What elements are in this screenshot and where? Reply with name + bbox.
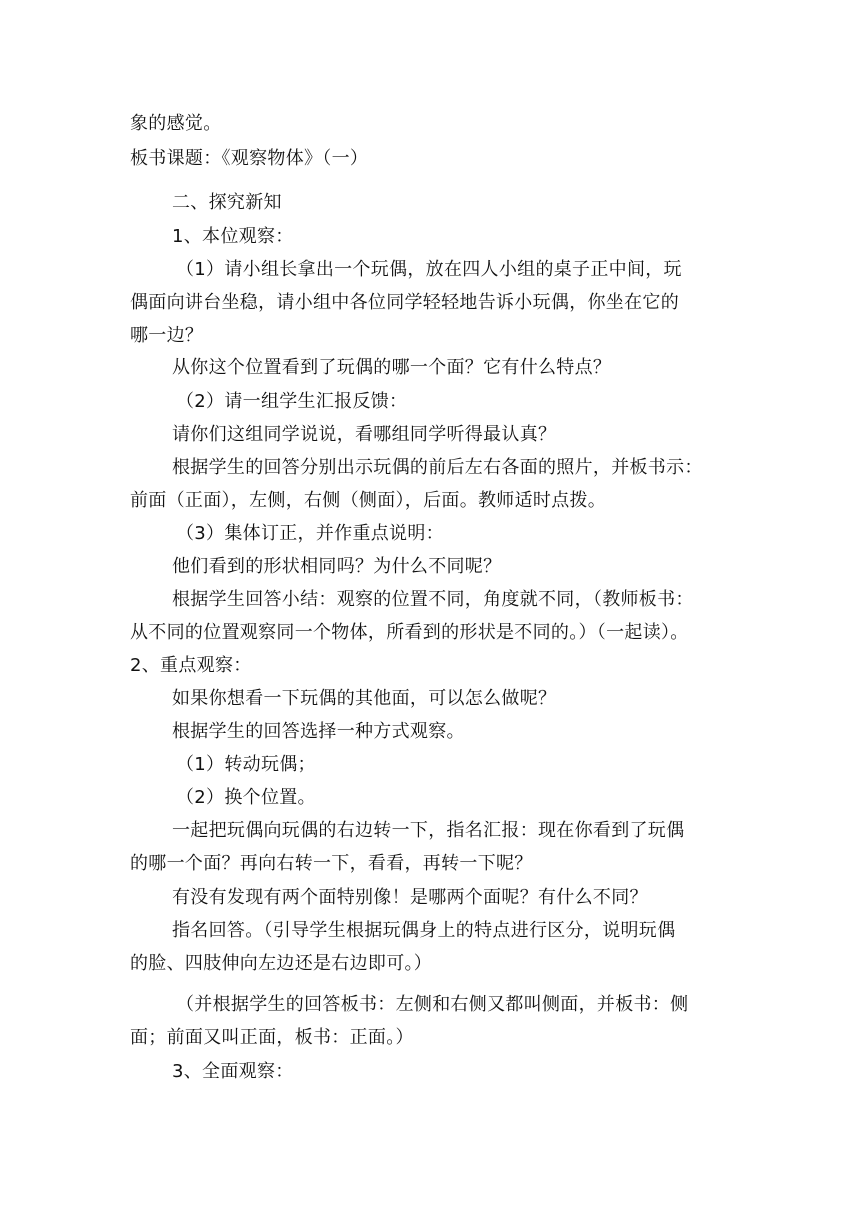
text-line: 板书课题：《观察物体》（一） — [130, 148, 369, 169]
text-line: 有没有发现有两个面特别像！是哪两个面呢？有什么不同？ — [172, 887, 648, 908]
text-line: （1）请小组长拿出一个玩偶，放在四人小组的桌子正中间，玩 — [176, 259, 682, 280]
text-line: （2）请一组学生汇报反馈： — [176, 391, 408, 412]
text-line: （1）转动玩偶； — [176, 754, 316, 775]
text-line: 根据学生的回答选择一种方式观察。 — [172, 721, 465, 742]
text-line: 的脸、四肢伸向左边还是右边即可。） — [130, 953, 433, 974]
text-line: 从不同的位置观察同一个物体，所看到的形状是不同的。）（一起读）。 — [130, 622, 689, 643]
text-line: 请你们这组同学说说，看哪组同学听得最认真？ — [172, 424, 557, 445]
subsection-heading: 2、重点观察： — [130, 655, 252, 676]
text-line: 哪一边？ — [130, 325, 204, 346]
text-line: 前面（正面），左侧，右侧（侧面），后面。教师适时点拨。 — [130, 490, 607, 511]
text-line: 根据学生的回答分别出示玩偶的前后左右各面的照片，并板书示： — [172, 457, 703, 478]
text-line: 指名回答。（引导学生根据玩偶身上的特点进行区分，说明玩偶 — [172, 920, 676, 941]
text-line: 如果你想看一下玩偶的其他面，可以怎么做呢？ — [172, 688, 557, 709]
text-line: 偶面向讲台坐稳，请小组中各位同学轻轻地告诉小玩偶，你坐在它的 — [130, 292, 679, 313]
text-line: 面；前面又叫正面，板书：正面。） — [130, 1027, 414, 1048]
subsection-heading: 1、本位观察： — [172, 226, 294, 247]
text-line: 根据学生回答小结：观察的位置不同，角度就不同，（教师板书： — [172, 589, 694, 610]
text-line: 一起把玩偶向玩偶的右边转一下，指名汇报：现在你看到了玩偶 — [172, 820, 685, 841]
text-line: 象的感觉。 — [130, 113, 222, 134]
text-line: （并根据学生的回答板书：左侧和右侧又都叫侧面，并板书：侧 — [176, 994, 689, 1015]
text-line: 从你这个位置看到了玩偶的哪一个面？它有什么特点？ — [172, 357, 612, 378]
text-line: （3）集体订正，并作重点说明： — [176, 523, 444, 544]
text-line: （2）换个位置。 — [176, 787, 316, 808]
section-heading: 二、探究新知 — [172, 192, 282, 213]
subsection-heading: 3、全面观察： — [172, 1061, 294, 1082]
text-line: 的哪一个面？再向右转一下，看看，再转一下呢？ — [130, 853, 533, 874]
text-line: 他们看到的形状相同吗？为什么不同呢？ — [172, 556, 502, 577]
